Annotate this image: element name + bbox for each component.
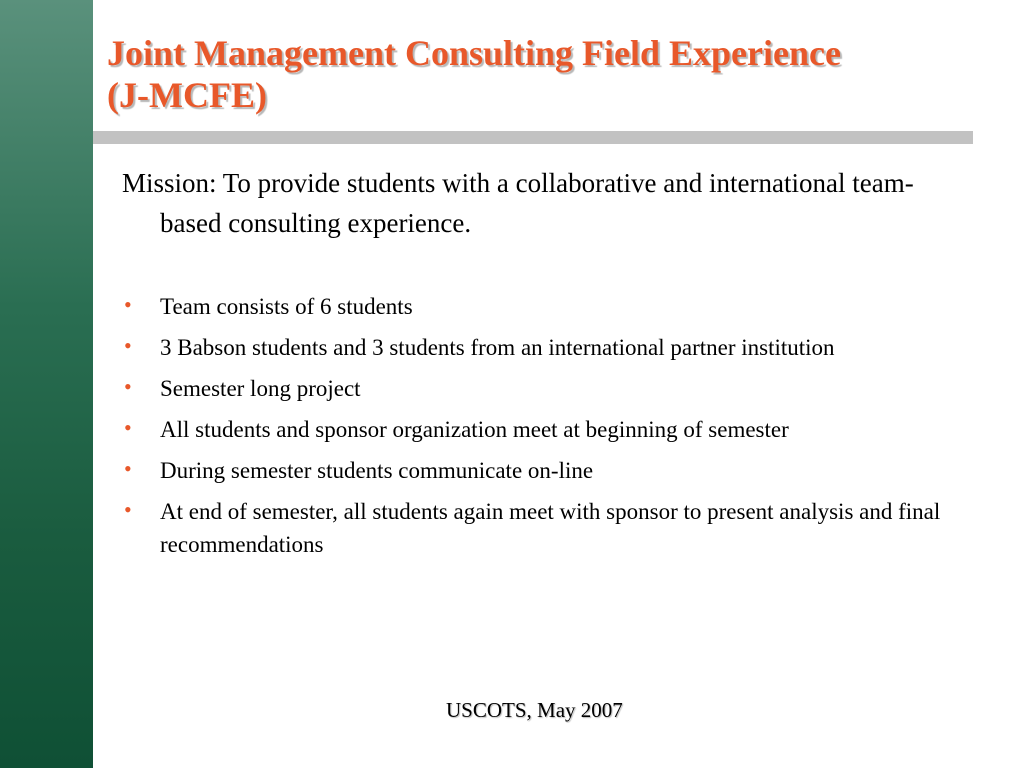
footer-text: USCOTS, May 2007 (446, 698, 623, 722)
slide-title-line-2: (J-MCFE) (107, 75, 267, 115)
bullet-text: At end of semester, all students again meet with sponsor to present analysis and final recommendations (160, 499, 941, 557)
bullet-text: 3 Babson students and 3 students from an international partner institution (160, 335, 835, 360)
bullet-dot-icon: • (124, 456, 132, 481)
title-divider (93, 131, 973, 144)
side-band (0, 0, 93, 768)
bullet-item (122, 495, 952, 561)
slide-title-line-1: Joint Management Consulting Field Experience (107, 33, 841, 73)
bullet-dot-icon: • (124, 415, 132, 440)
bullet-text: Team consists of 6 students (160, 294, 413, 319)
bullet-item (122, 331, 952, 364)
bullet-item (122, 413, 952, 446)
bullet-text: All students and sponsor organization meet at beginning of semester (160, 417, 789, 442)
bullet-dot-icon: • (124, 497, 132, 522)
bullet-text: Semester long project (160, 376, 361, 401)
bullet-list (122, 290, 952, 569)
bullet-dot-icon: • (124, 374, 132, 399)
bullet-item (122, 290, 952, 323)
bullet-text: During semester students communicate on-line (160, 458, 594, 483)
bullet-dot-icon: • (124, 292, 132, 317)
bullet-dot-icon: • (124, 333, 132, 358)
bullet-item (122, 372, 952, 405)
mission-statement: Mission: To provide students with a collaborative and international team-based consulting experience. (122, 168, 914, 238)
bullet-item (122, 454, 952, 487)
slide-title (107, 32, 987, 116)
